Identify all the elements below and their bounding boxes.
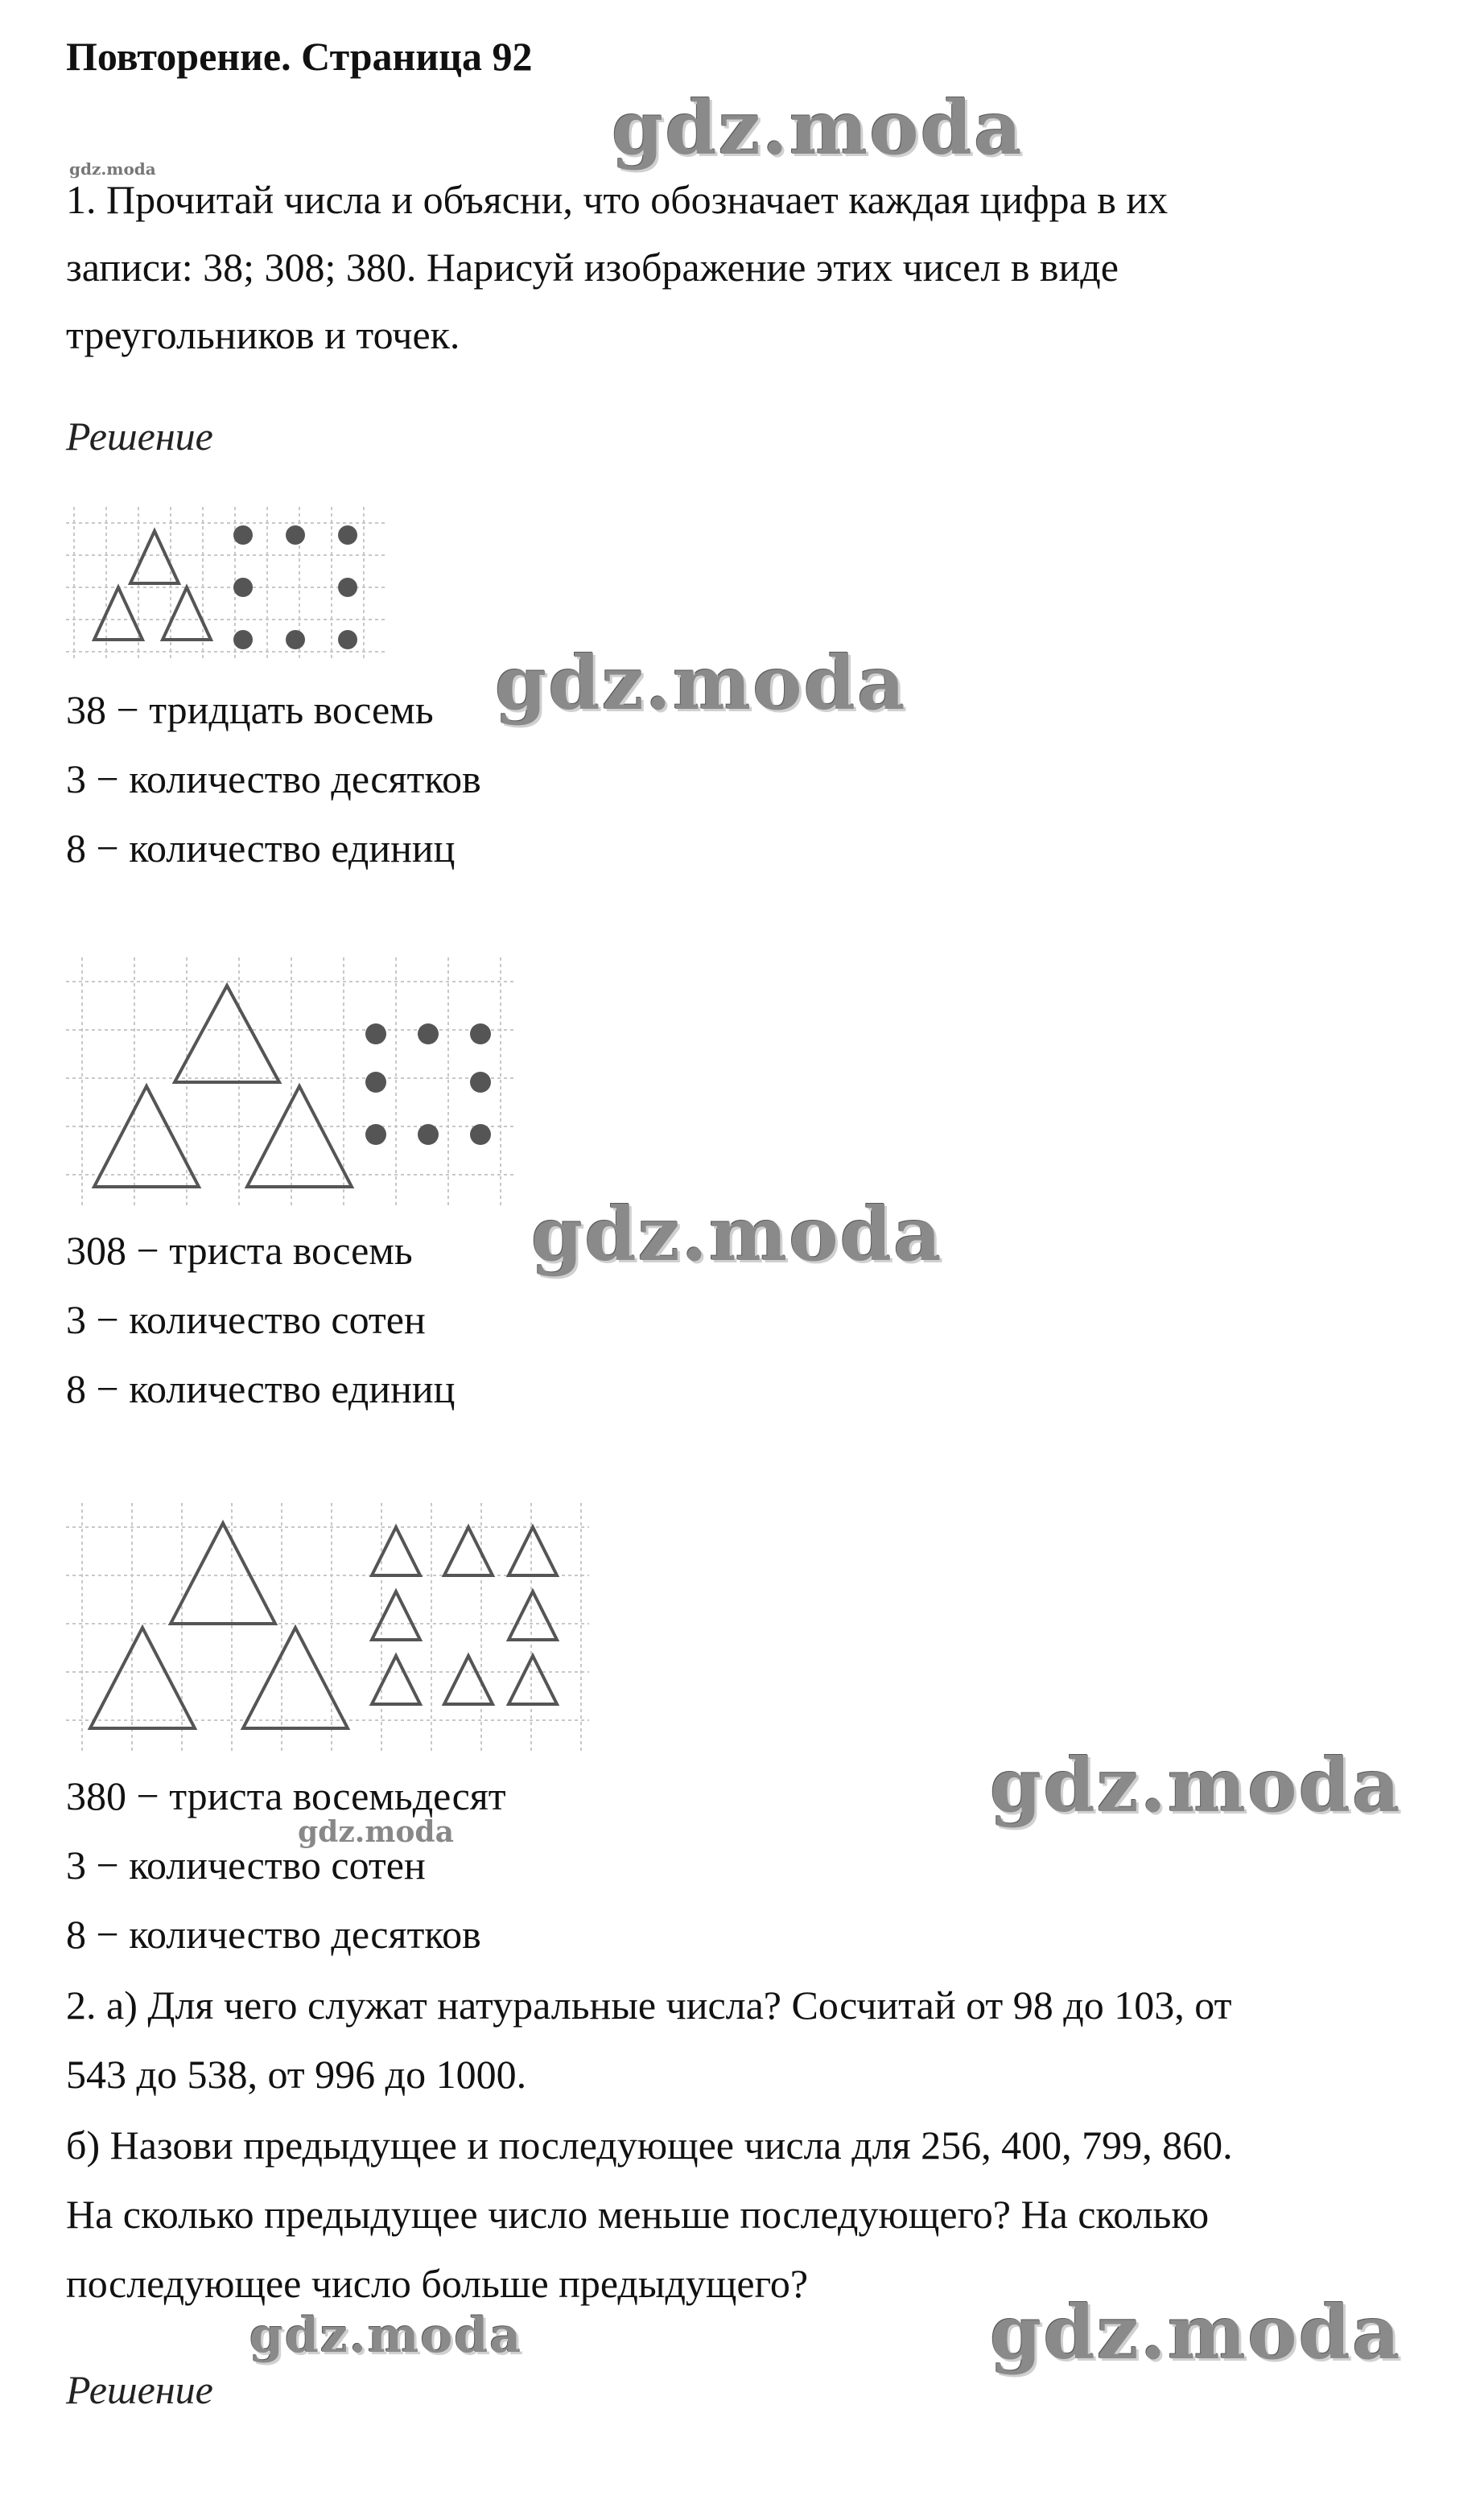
- dot: [233, 630, 253, 649]
- small-triangle: [444, 1527, 493, 1575]
- task2-line-3: б) Назови предыдущее и последующее числа для 256, 400, 799, 860.: [66, 2123, 1233, 2168]
- triangle: [90, 1628, 195, 1728]
- task1-line-2: записи: 38; 308; 380. Нарисуй изображение этих чисел в виде: [66, 245, 1119, 290]
- answer-38-line-3: 8 − количество единиц: [66, 826, 456, 871]
- small-triangle: [444, 1656, 493, 1704]
- figure-38-svg: [66, 507, 388, 660]
- dot: [338, 630, 357, 649]
- figure-38: [66, 507, 388, 660]
- solution-label: Решение: [66, 414, 213, 459]
- task1-line-1: 1. Прочитай числа и объясни, что обозначает каждая цифра в их: [66, 177, 1169, 222]
- task2-line-4: На сколько предыдущее число меньше последующего? На сколько: [66, 2192, 1210, 2237]
- triangle: [130, 531, 179, 583]
- watermark-logo: gdz.moda: [990, 1742, 1402, 1829]
- task2-line-2: 543 до 538, от 996 до 1000.: [66, 2052, 527, 2097]
- small-triangle: [372, 1656, 420, 1704]
- figure-308-svg: [66, 957, 517, 1207]
- dot: [233, 525, 253, 545]
- triangle: [171, 1523, 275, 1624]
- dot: [286, 525, 305, 545]
- dot: [365, 1072, 386, 1093]
- dot: [418, 1124, 439, 1145]
- watermark-logo: gdz.moda: [298, 1815, 454, 1849]
- triangle: [175, 986, 279, 1082]
- small-triangle: [372, 1527, 420, 1575]
- dot: [286, 630, 305, 649]
- answer-38-line-1: 38 − тридцать восемь: [66, 687, 434, 732]
- page-title: Повторение. Страница 92: [66, 34, 533, 79]
- answer-308-line-3: 8 − количество единиц: [66, 1366, 456, 1411]
- task1-line-3: треугольников и точек.: [66, 312, 460, 357]
- small-triangle: [509, 1591, 557, 1640]
- answer-380-line-2: 3 − количество сотен: [66, 1843, 426, 1888]
- solution-label-2: Решение: [66, 2367, 213, 2412]
- watermark-logo: gdz.moda: [249, 2308, 523, 2364]
- triangle: [94, 587, 142, 640]
- answer-308-line-1: 308 − триста восемь: [66, 1228, 413, 1273]
- dot: [418, 1023, 439, 1044]
- dot: [470, 1023, 491, 1044]
- dot: [338, 525, 357, 545]
- watermark-logo: gdz.moda: [990, 2289, 1402, 2376]
- answer-380-line-1: 380 − триста восемьдесят: [66, 1773, 506, 1818]
- answer-38-line-2: 3 − количество десятков: [66, 756, 481, 801]
- small-triangle: [509, 1527, 557, 1575]
- dot: [470, 1072, 491, 1093]
- dot: [233, 578, 253, 597]
- task2-line-5: последующее число больше предыдущего?: [66, 2261, 809, 2306]
- small-triangle: [509, 1656, 557, 1704]
- watermark-logo: gdz.moda: [612, 84, 1024, 171]
- triangle: [247, 1086, 352, 1187]
- figure-380-svg: [66, 1503, 589, 1752]
- triangle: [94, 1086, 199, 1187]
- dot: [338, 578, 357, 597]
- small-triangle: [372, 1591, 420, 1640]
- watermark-logo: gdz.moda: [531, 1191, 943, 1278]
- dot: [470, 1124, 491, 1145]
- dot: [365, 1124, 386, 1145]
- figure-380: [66, 1503, 589, 1752]
- watermark-logo: gdz.moda: [69, 159, 156, 179]
- answer-308-line-2: 3 − количество сотен: [66, 1297, 426, 1342]
- task2-line-1: 2. а) Для чего служат натуральные числа? Сосчитай от 98 до 103, от: [66, 1983, 1232, 2028]
- figure-308: [66, 957, 517, 1207]
- watermark-logo: gdz.moda: [495, 640, 907, 727]
- answer-380-line-3: 8 − количество десятков: [66, 1912, 481, 1957]
- dot: [365, 1023, 386, 1044]
